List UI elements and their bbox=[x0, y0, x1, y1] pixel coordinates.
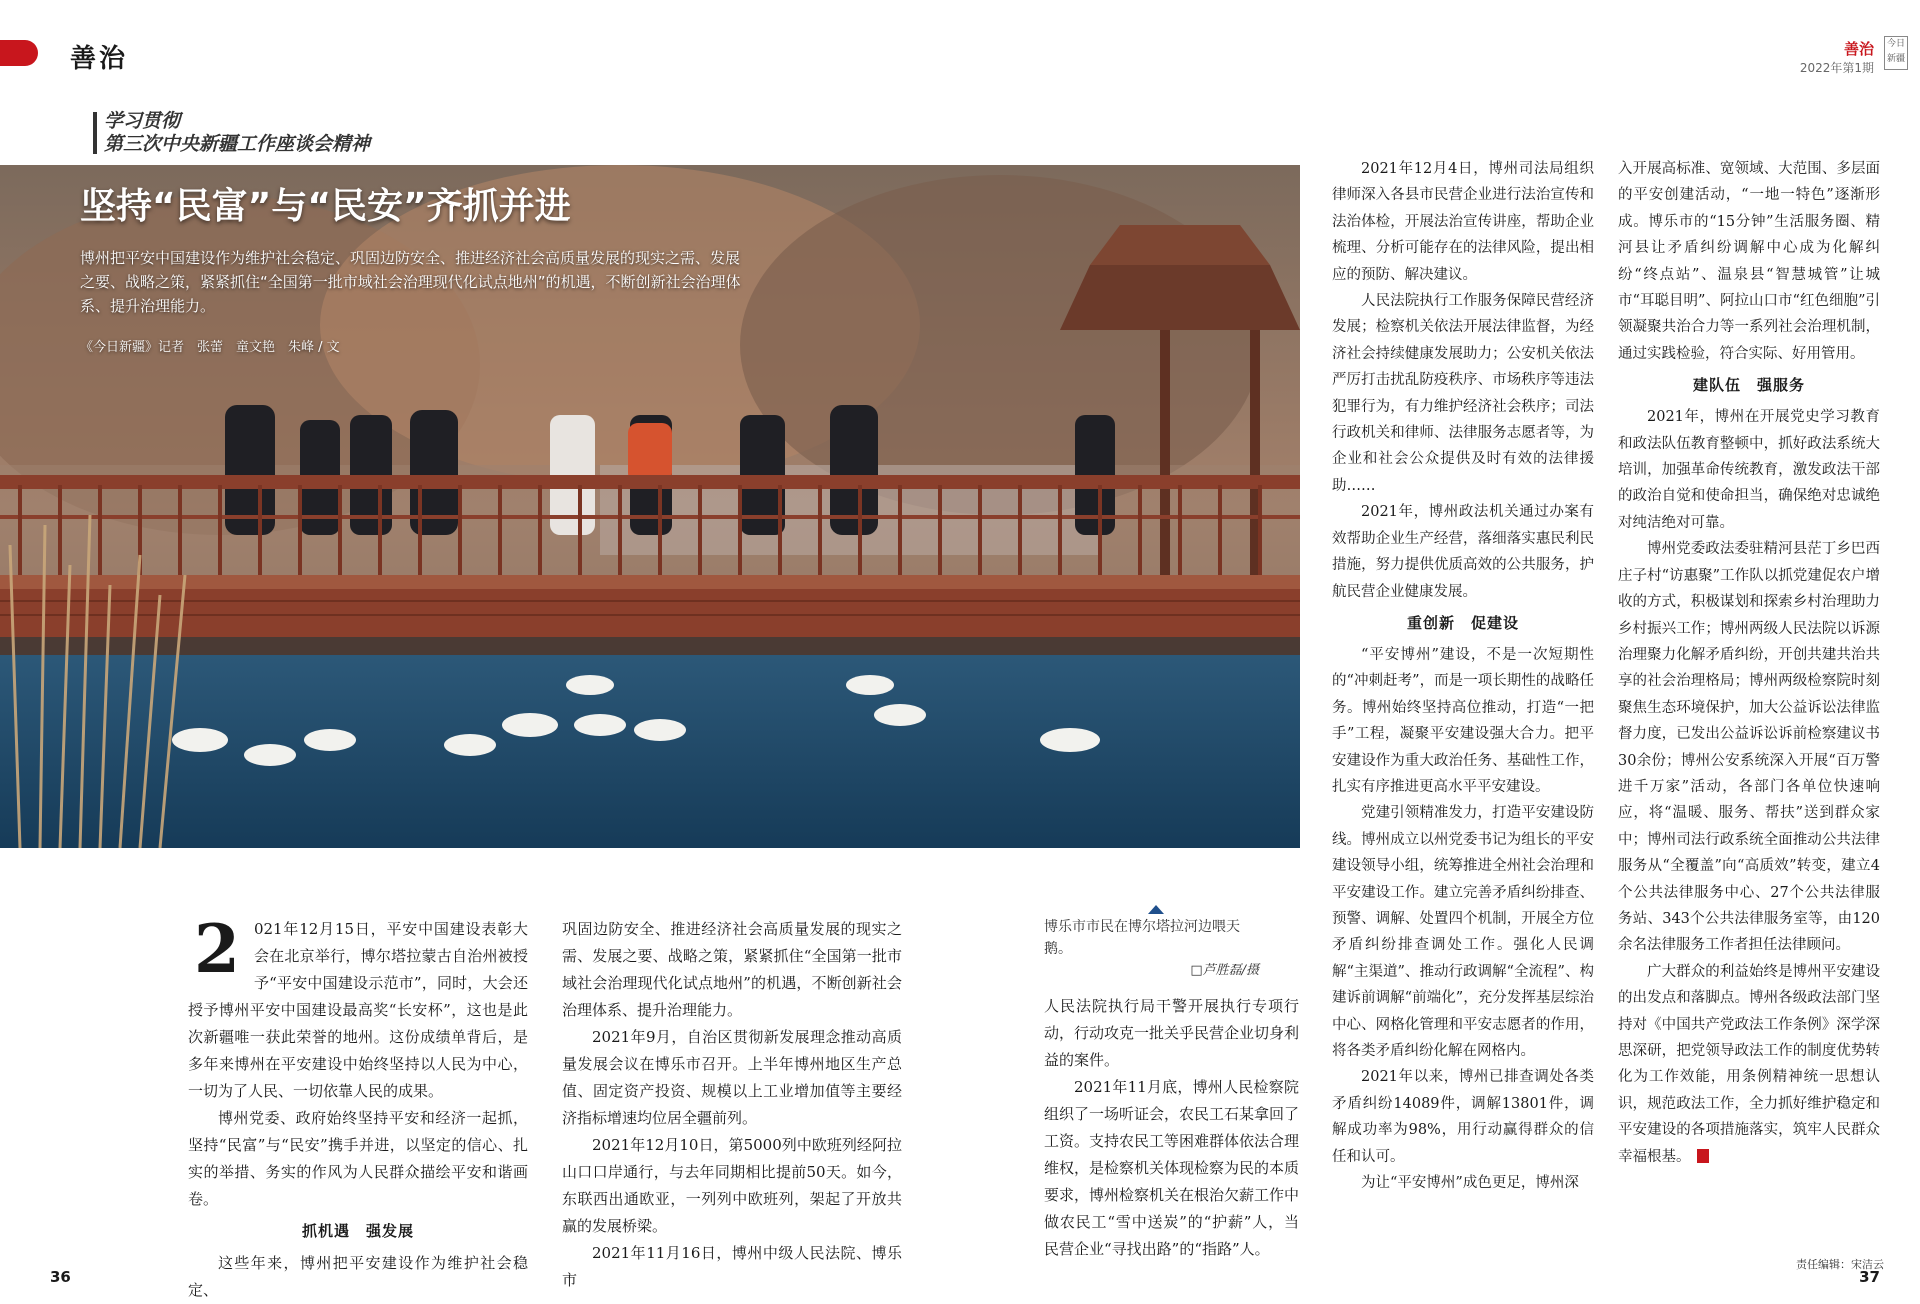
caption-text: 博乐市市民在博尔塔拉河边喂天鹅。 bbox=[1044, 919, 1240, 957]
series-heading bbox=[104, 110, 370, 156]
section-tab bbox=[0, 40, 38, 66]
paragraph bbox=[1618, 959, 1880, 1170]
series-bar bbox=[93, 112, 97, 154]
paragraph: 021年12月15日，平安中国建设表彰大会在北京举行，博尔塔拉蒙古自治州被授予“平安中国建设示范市”，同时，大会还授予博州平安中国建设最高奖“长安杯”，这也是此次新疆唯一获此荣誉的地州。这份成绩单背后，是多年来博州在平安建设中始终坚持以人民为中心，一切为了人民、一切依靠人民的成果。 bbox=[188, 920, 528, 1100]
column-1 bbox=[188, 910, 528, 1304]
paragraph: 巩固边防安全、推进经济社会高质量发展的现实之需、发展之要、战略之策，紧紧抓住“全国第一批市域社会治理现代化试点地州”的机遇，不断创新社会治理体系、提升治理能力。 bbox=[562, 920, 902, 1019]
paragraph: 这些年来，博州把平安建设作为维护社会稳定、 bbox=[188, 1254, 528, 1299]
page-number-right: 37 bbox=[1859, 1268, 1880, 1286]
paragraph: 博州党委、政府始终坚持平安和经济一起抓，坚持“民富”与“民安”携手并进，以坚定的信心、扎实的举措、务实的作风为人民群众描绘平安和谐画卷。 bbox=[188, 1109, 528, 1208]
paragraph: 党建引领精准发力，打造平安建设防线。博州成立以州党委书记为组长的平安建设领导小组，统筹推进全州社会治理和平安建设工作。建立完善矛盾纠纷排查、预警、调解、处置四个机制，开展全方位矛盾纠纷排查调处工作。强化人民调解“主渠道”、推动行政调解“全流程”、构建诉前调解“前端化”，充分发挥基层综治中心、网格化管理和平安志愿者的作用，将各类矛盾纠纷化解在网格内。 bbox=[1332, 805, 1594, 1059]
series-line-2: 第三次中央新疆工作座谈会精神 bbox=[104, 133, 371, 155]
drop-cap: 2 bbox=[194, 910, 240, 988]
column-2 bbox=[562, 916, 902, 1294]
article-lead: 博州把平安中国建设作为维护社会稳定、巩固边防安全、推进经济社会高质量发展的现实之需、发展之要、战略之策，紧紧抓住“全国第一批市域社会治理现代化试点地州”的机遇，不断创新社会治理体系、提升治理能力。 bbox=[80, 249, 741, 315]
magazine-logo: 今日新疆 bbox=[1884, 36, 1908, 70]
paragraph: 2021年9月，自治区贯彻新发展理念推动高质量发展会议在博乐市召开。上半年博州地区生产总值、固定资产投资、规模以上工业增加值等主要经济指标增速均位居全疆前列。 bbox=[562, 1028, 902, 1127]
paragraph: 2021年11月底，博州人民检察院组织了一场听证会，农民工石某拿回了工资。支持农民工等困难群体依法合理维权，是检察机关体现检察为民的本质要求，博州检察机关在根治欠薪工作中做农民工“雪中送炭”的“护薪”人，当民营企业“寻找出路”的“指路”人。 bbox=[1044, 1078, 1300, 1258]
running-header bbox=[1800, 38, 1874, 76]
caption-marker-icon bbox=[1148, 905, 1164, 914]
paragraph: 2021年11月16日，博州中级人民法院、博乐市 bbox=[562, 1244, 902, 1289]
photo-caption bbox=[1044, 916, 1259, 982]
issue-number: 2022年第1期 bbox=[1799, 61, 1874, 75]
article-title: 坚持“民富”与“民安”齐抓并进 bbox=[80, 186, 571, 227]
page-number-left: 36 bbox=[50, 1268, 71, 1286]
editor-credit: 责任编辑：宋洁云 bbox=[1796, 1258, 1884, 1271]
section-label: 善治 bbox=[70, 44, 129, 74]
column-5 bbox=[1618, 156, 1880, 1170]
paragraph: 2021年，博州在开展党史学习教育和政法队伍教育整顿中，抓好政法系统大培训，加强革命传统教育，激发政法干部的政治自觉和使命担当，确保绝对忠诚绝对纯洁绝对可靠。 bbox=[1618, 409, 1880, 531]
subheading: 建队伍 强服务 bbox=[1692, 376, 1805, 395]
paragraph: 2021年以来，博州已排查调处各类矛盾纠纷14089件，调解13801件，调解成功率为98%，用行动赢得群众的信任和认可。 bbox=[1332, 1069, 1594, 1165]
paragraph: 人民法院执行局干警开展执行专项行动，行动攻克一批关乎民营企业切身利益的案件。 bbox=[1044, 997, 1300, 1069]
photo-credit: □芦胜磊/摄 bbox=[1190, 963, 1259, 978]
series-line-1: 学习贯彻 bbox=[104, 110, 181, 132]
running-header-section: 善治 bbox=[1843, 40, 1874, 58]
paragraph: 2021年12月4日，博州司法局组织律师深入各县市民营企业进行法治宣传和法治体检，开展法治宣传讲座，帮助企业梳理、分析可能存在的法律风险，提出相应的预防、解决建议。 bbox=[1332, 161, 1594, 283]
paragraph: 2021年12月10日，第5000列中欧班列经阿拉山口口岸通行，与去年同期相比提前50天。如今，东联西出通欧亚，一列列中欧班列，架起了开放共赢的发展桥梁。 bbox=[562, 1136, 902, 1235]
byline: 《今日新疆》记者 张蕾 童文艳 朱峰 / 文 bbox=[80, 340, 340, 355]
column-3 bbox=[1044, 993, 1299, 1263]
paragraph: 为让“平安博州”成色更足，博州深 bbox=[1361, 1175, 1579, 1192]
paragraph-text: 广大群众的利益始终是博州平安建设的出发点和落脚点。博州各级政法部门坚持对《中国共产党政法工作条例》深学深思深研，把党领导政法工作的制度优势转化为工作效能，用条例精神统一思想认识，规范政法工作，全力抓好维护稳定和平安建设的各项措施落实，筑牢人民群众幸福根基。 bbox=[1618, 963, 1880, 1165]
paragraph: 2021年，博州政法机关通过办案有效帮助企业生产经营，落细落实惠民利民措施，努力提供优质高效的公共服务，护航民营企业健康发展。 bbox=[1332, 504, 1594, 600]
paragraph: 博州党委政法委驻精河县茫丁乡巴西庄子村“访惠聚”工作队以抓党建促农户增收的方式，积极谋划和探索乡村治理助力乡村振兴工作；博州两级人民法院以诉源治理聚力化解矛盾纠纷，开创共建共治共享的社会治理格局；博州两级检察院时刻聚焦生态环境保护，加大公益诉讼法律监督力度，已发出公益诉讼诉前检察建议书30余份；博州公安系统深入开展“百万警进千万家”活动，各部门各单位快速响应，将“温暖、服务、帮扶”送到群众家中；博州司法行政系统全面推动公共法律服务从“全覆盖”向“高质效”转变，建立4个公共法律服务中心、27个公共法律服务站、343个公共法律服务室等，由120余名法律服务工作者担任法律顾问。 bbox=[1618, 541, 1880, 954]
paragraph: 入开展高标准、宽领域、大范围、多层面的平安创建活动，“一地一特色”逐渐形成。博乐市的“15分钟”生活服务圈、精河县让矛盾纠纷调解中心成为化解纠纷“终点站”、温泉县“智慧城管”让城市“耳聪目明”、阿拉山口市“红色细胞”引领凝聚共治合力等一系列社会治理机制，通过实践检验，符合实际、好用管用。 bbox=[1618, 161, 1880, 362]
subheading: 抓机遇 强发展 bbox=[301, 1222, 414, 1240]
paragraph: 人民法院执行工作服务保障民营经济发展；检察机关依法开展法律监督，为经济社会持续健康发展助力；公安机关依法严厉打击扰乱防疫秩序、市场秩序等违法犯罪行为，有力维护经济社会秩序；司法行政机关和律师、法律服务志愿者等，为企业和社会公众提供及时有效的法律援助…… bbox=[1332, 293, 1594, 494]
paragraph: “平安博州”建设，不是一次短期性的“冲刺赶考”，而是一项长期性的战略任务。博州始终坚持高位推动，打造“一把手”工程，凝聚平安建设强大合力。把平安建设作为重大政治任务、基础性工作，扎实有序推进更高水平平安建设。 bbox=[1332, 646, 1594, 795]
subheading: 重创新 促建设 bbox=[1406, 613, 1519, 632]
column-4 bbox=[1332, 156, 1594, 1196]
end-mark-icon bbox=[1697, 1149, 1709, 1163]
